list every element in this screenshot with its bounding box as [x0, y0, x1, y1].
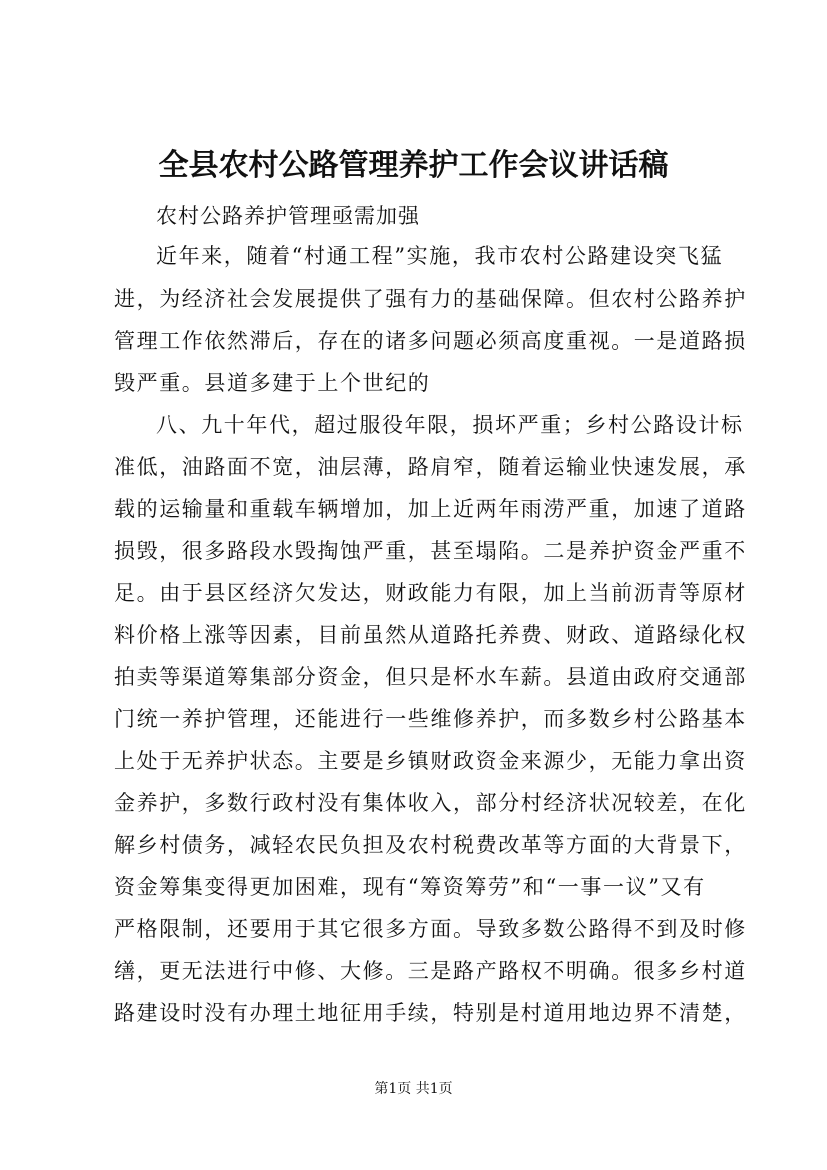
paragraph-line: 近年来，随着“村通工程”实施，我市农村公路建设突飞猛	[156, 244, 724, 268]
paragraph-line: 损毁，很多路段水毁掏蚀严重，甚至塌陷。二是养护资金严重不	[114, 539, 747, 563]
paragraph-line: 管理工作依然滞后，存在的诸多问题必须高度重视。一是道路损	[114, 329, 747, 353]
paragraph-line: 料价格上涨等因素，目前虽然从道路托养费、财政、道路绿化权	[114, 623, 747, 647]
paragraph-line: 解乡村债务，减轻农民负担及农村税费改革等方面的大背景下，	[114, 833, 747, 857]
paragraph-line: 八、九十年代，超过服役年限，损坏严重；乡村公路设计标	[156, 413, 744, 437]
paragraph-line: 金养护，多数行政村没有集体收入，部分村经济状况较差，在化	[114, 791, 747, 815]
paragraph-line: 进，为经济社会发展提供了强有力的基础保障。但农村公路养护	[114, 287, 747, 311]
document-title: 全县农村公路管理养护工作会议讲话稿	[158, 148, 669, 183]
document-subtitle: 农村公路养护管理亟需加强	[156, 204, 420, 228]
paragraph-line: 资金筹集变得更加困难，现有“筹资筹劳”和“一事一议”又有	[114, 875, 706, 899]
paragraph-line: 载的运输量和重载车辆增加，加上近两年雨涝严重，加速了道路	[114, 497, 747, 521]
paragraph-line: 上处于无养护状态。主要是乡镇财政资金来源少，无能力拿出资	[114, 749, 747, 773]
paragraph-line: 门统一养护管理，还能进行一些维修养护，而多数乡村公路基本	[114, 707, 747, 731]
paragraph-line: 足。由于县区经济欠发达，财政能力有限，加上当前沥青等原材	[114, 581, 747, 605]
paragraph-line: 准低，油路面不宽，油层薄，路肩窄，随着运输业快速发展，承	[114, 455, 747, 479]
paragraph-line: 拍卖等渠道筹集部分资金，但只是杯水车薪。县道由政府交通部	[114, 665, 747, 689]
paragraph-line: 严格限制，还要用于其它很多方面。导致多数公路得不到及时修	[114, 917, 747, 941]
paragraph-line: 缮，更无法进行中修、大修。三是路产路权不明确。很多乡村道	[114, 959, 747, 983]
page-footer: 第1页 共1页	[374, 1081, 453, 1097]
paragraph-line: 毁严重。县道多建于上个世纪的	[114, 371, 431, 395]
paragraph-line: 路建设时没有办理土地征用手续，特别是村道用地边界不清楚，	[114, 1001, 747, 1025]
